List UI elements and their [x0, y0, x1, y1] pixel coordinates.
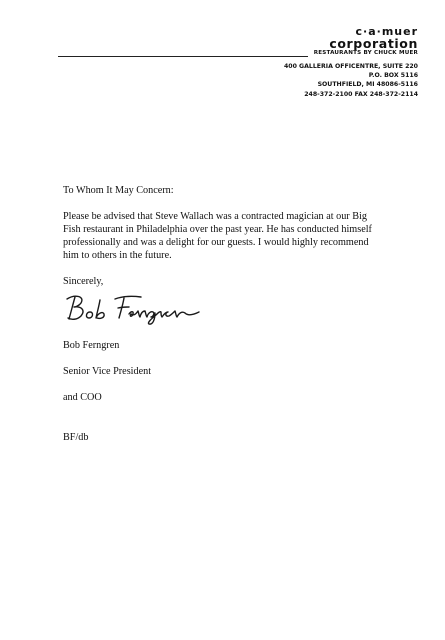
- address-line-4: 248-372-2100 FAX 248-372-2114: [304, 90, 418, 98]
- signer-title-2: and COO: [63, 392, 102, 403]
- company-address: [284, 62, 418, 99]
- logo-line-3: RESTAURANTS BY CHUCK MUER: [313, 50, 418, 56]
- logo-line-2: corporation: [329, 36, 418, 51]
- company-logo: [314, 26, 418, 57]
- letter-body: [63, 184, 393, 444]
- reference-initials: BF/db: [63, 432, 89, 443]
- body-paragraph: Please be advised that Steve Wallach was a contracted magician at our Big Fish restaurant in Philadelphia over the past year. He has conducted himself professionally and was a delight for our guests. I would highly recommend him to others in the future.: [63, 211, 372, 261]
- salutation: To Whom It May Concern:: [63, 185, 174, 196]
- handwritten-signature: [61, 292, 211, 326]
- logo-line-1: c·a·muer: [355, 25, 418, 38]
- signer-title-1: Senior Vice President: [63, 366, 152, 377]
- address-line-1: 400 GALLERIA OFFICENTRE, SUITE 220: [283, 63, 418, 70]
- signer-name: Bob Ferngren: [63, 340, 120, 351]
- address-line-3: SOUTHFIELD, MI 48086-5116: [317, 81, 418, 89]
- letterhead-rule: [58, 56, 308, 57]
- address-line-2: P.O. BOX 5116: [368, 72, 418, 80]
- signer-block: [63, 326, 393, 417]
- closing: Sincerely,: [63, 276, 104, 287]
